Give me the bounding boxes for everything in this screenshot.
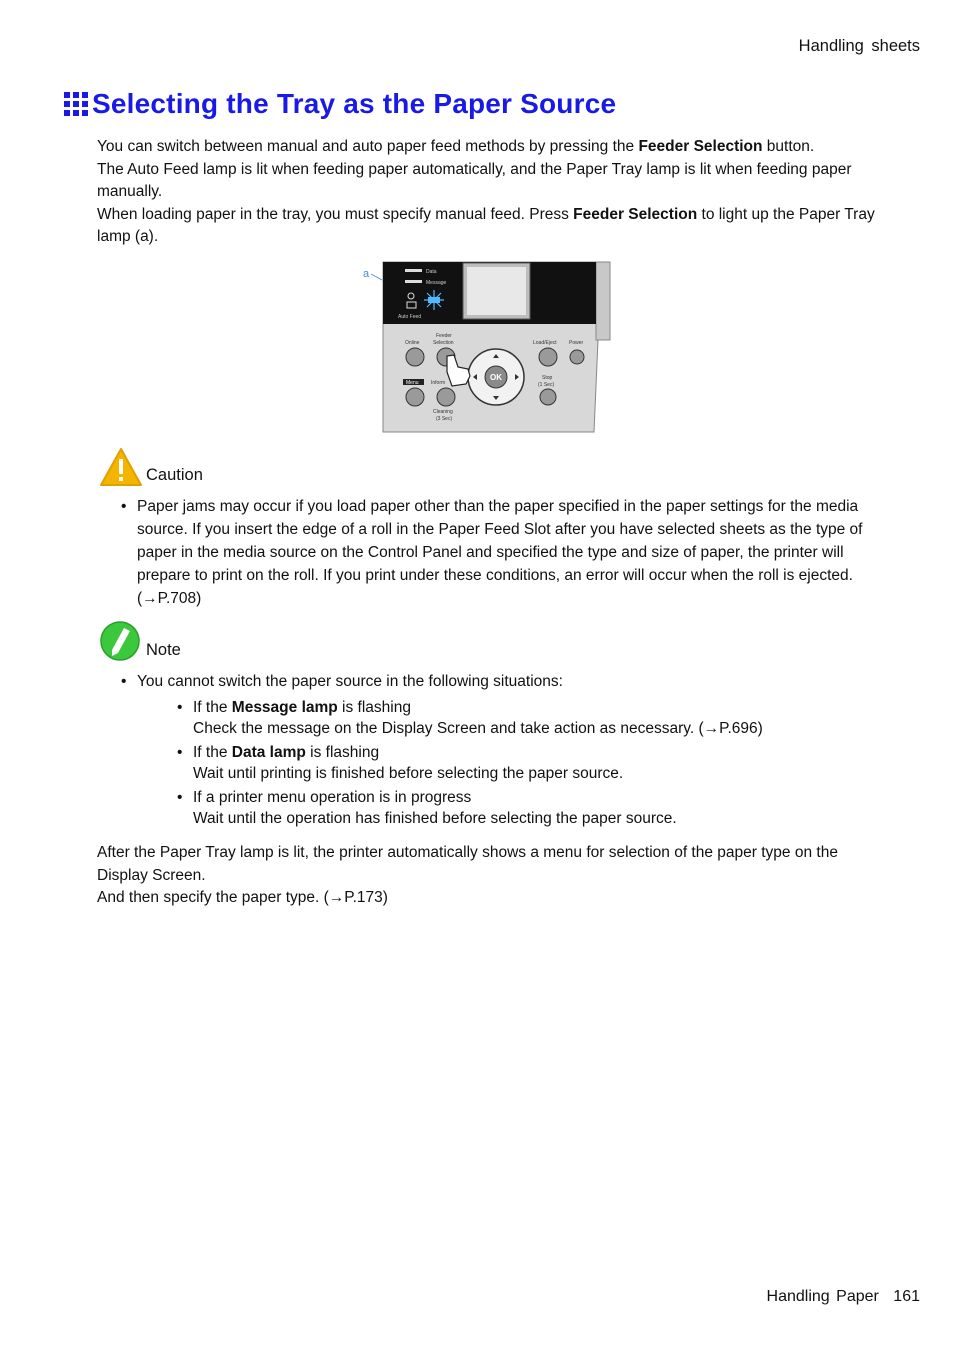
caution-label: Caution bbox=[146, 466, 203, 484]
svg-text:Power: Power bbox=[569, 340, 584, 346]
stop-button[interactable] bbox=[540, 389, 556, 405]
page-footer bbox=[767, 1288, 920, 1306]
auto-feed-label: Auto Feed bbox=[398, 314, 422, 320]
note-subitem: • If a printer menu operation is in progress Wait until the operation has finished before selecting the paper source. bbox=[177, 787, 881, 829]
intro-paragraph-1: You can switch between manual and auto paper feed methods by pressing the Feeder Selection button. bbox=[97, 138, 815, 155]
load-eject-button[interactable] bbox=[539, 348, 557, 366]
pencil-icon bbox=[99, 620, 143, 662]
intro-paragraph-3: When loading paper in the tray, you must specify manual feed. Press Feeder Selection to light up the Paper Tray lamp (a). bbox=[97, 205, 875, 245]
online-button[interactable] bbox=[406, 348, 424, 366]
svg-text:Menu: Menu bbox=[406, 380, 419, 386]
information-button[interactable] bbox=[437, 388, 455, 406]
page-title: Selecting the Tray as the Paper Source bbox=[92, 88, 617, 119]
note-subitem: • If the Data lamp is flashing Wait until printing is finished before selecting the paper source. bbox=[177, 742, 881, 784]
caution-list bbox=[121, 495, 871, 610]
after-paragraph-2: And then specify the paper type. (→P.173) bbox=[97, 889, 388, 906]
svg-text:Cleaning: Cleaning bbox=[433, 409, 453, 415]
menu-button[interactable] bbox=[406, 388, 424, 406]
svg-text:Online: Online bbox=[405, 340, 420, 346]
svg-text:Selection: Selection bbox=[433, 340, 454, 346]
note-item: • You cannot switch the paper source in the following situations: • If the Message lamp is flashing Check the message on the Display Screen and take action as necessary. (→P.696) • If the Data lamp is flashing Wait until printing is finished before selecting the paper source. • If a printer menu operation is in progress Wait until the operation has finished before selecting the paper source. bbox=[121, 670, 881, 829]
control-panel-illustration bbox=[362, 260, 612, 436]
svg-text:OK: OK bbox=[490, 373, 502, 382]
warning-icon bbox=[99, 447, 143, 487]
svg-text:Feeder: Feeder bbox=[436, 333, 452, 339]
note-list bbox=[121, 670, 881, 832]
note-heading bbox=[99, 620, 181, 662]
caution-heading bbox=[99, 447, 203, 487]
intro-text bbox=[97, 136, 887, 249]
grid-icon bbox=[64, 92, 88, 116]
note-subitem: • If the Message lamp is flashing Check the message on the Display Screen and take action as necessary. (→P.696) bbox=[177, 697, 881, 739]
svg-text:Inform: Inform bbox=[431, 380, 446, 386]
lamp-data-label: Data bbox=[426, 269, 437, 275]
caution-item: • Paper jams may occur if you load paper other than the paper specified in the paper settings for the media source. If you insert the edge of a roll in the Paper Feed Slot after you have selected sheets as the type of paper in the media source on the Control Panel and specified the type and size of paper, the printer will prepare to print on the roll. If you print under these conditions, an error will occur when the roll is ejected. (→P.708) bbox=[121, 495, 871, 610]
svg-text:Load/Eject: Load/Eject bbox=[533, 340, 557, 346]
after-paragraph-1: After the Paper Tray lamp is lit, the printer automatically shows a menu for selection of the paper type on the Display Screen. bbox=[97, 844, 838, 884]
after-text bbox=[97, 842, 887, 910]
svg-text:(1 Sec): (1 Sec) bbox=[538, 382, 555, 388]
running-header: Handling sheets bbox=[798, 37, 920, 55]
lamp-message-label: Message bbox=[426, 280, 447, 286]
section-heading bbox=[64, 88, 616, 120]
footer-chapter: Handling Paper bbox=[766, 1288, 879, 1305]
power-button[interactable] bbox=[570, 350, 584, 364]
svg-text:(3 Sec): (3 Sec) bbox=[436, 416, 453, 422]
note-label: Note bbox=[146, 641, 181, 659]
svg-text:Stop: Stop bbox=[542, 375, 553, 381]
page-number: 161 bbox=[893, 1288, 920, 1305]
intro-paragraph-2: The Auto Feed lamp is lit when feeding paper automatically, and the Paper Tray lamp is lit when feeding paper manually. bbox=[97, 160, 852, 200]
callout-letter: a bbox=[363, 268, 370, 280]
